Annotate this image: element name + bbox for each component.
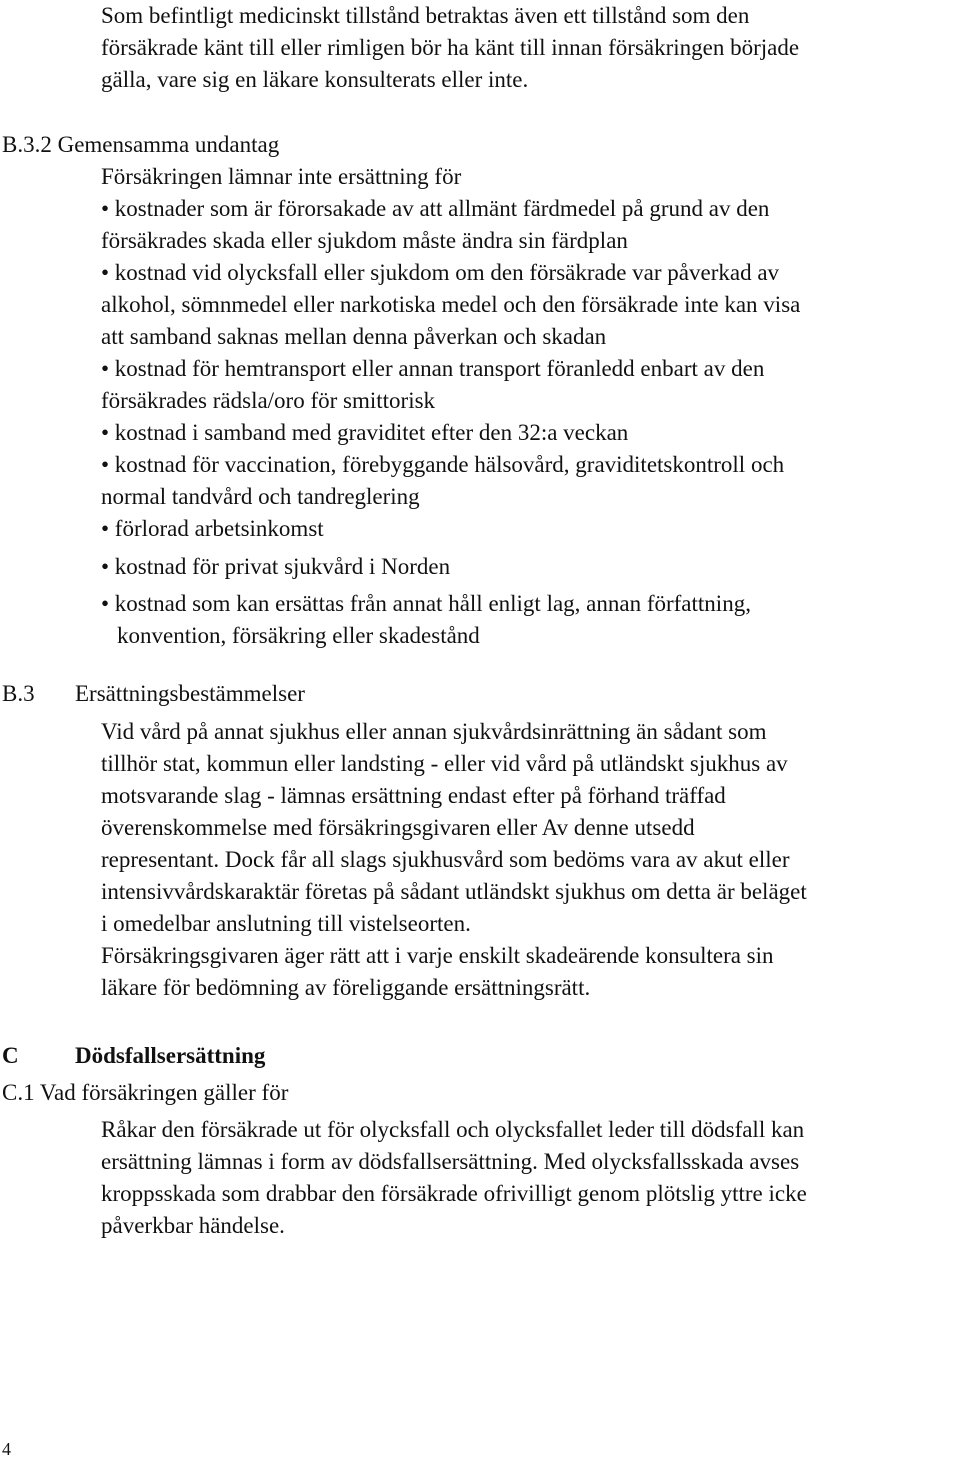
text-line: försäkrade känt till eller rimligen bör ha känt till innan försäkringen började — [101, 35, 800, 60]
exclusions-list — [101, 161, 800, 545]
sub-heading-c1: C.1 Vad försäkringen gäller för — [2, 1080, 289, 1105]
text-line: Som befintligt medicinskt tillstånd betraktas även ett tillstånd som den — [101, 3, 750, 28]
list-line: • kostnad i samband med graviditet efter den 32:a veckan — [101, 420, 629, 445]
text-line: Försäkringsgivaren äger rätt att i varje enskilt skadeärende konsultera sin — [101, 943, 774, 968]
section-number-b3: B.3 — [2, 681, 35, 706]
list-line: • kostnad för vaccination, förebyggande hälsovård, graviditetskontroll och — [101, 452, 785, 477]
list-line: • kostnad vid olycksfall eller sjukdom om den försäkrade var påverkad av — [101, 260, 780, 285]
text-line: ersättning lämnas i form av dödsfallsersättning. Med olycksfallsskada avses — [101, 1149, 800, 1174]
list-line: försäkrades skada eller sjukdom måste ändra sin färdplan — [101, 228, 628, 253]
text-line: Råkar den försäkrade ut för olycksfall och olycksfallet leder till dödsfall kan — [101, 1117, 805, 1142]
text-line: läkare för bedömning av föreliggande ersättningsrätt. — [101, 975, 591, 1000]
page-number: 4 — [2, 1439, 11, 1459]
list-line: normal tandvård och tandreglering — [101, 484, 420, 509]
b3-paragraph — [101, 716, 807, 1004]
text-line: representant. Dock får all slags sjukhusvård som bedöms vara av akut eller — [101, 847, 790, 872]
text-line: tillhör stat, kommun eller landsting - eller vid vård på utländskt sjukhus av — [101, 751, 788, 776]
list-line: • kostnad för hemtransport eller annan transport föranledd enbart av den — [101, 356, 765, 381]
text-line: påverkbar händelse. — [101, 1213, 285, 1238]
list-line-continuation: konvention, försäkring eller skadestånd — [117, 623, 480, 648]
list-line: • förlorad arbetsinkomst — [101, 516, 324, 541]
list-line: att samband saknas mellan denna påverkan och skadan — [101, 324, 607, 349]
text-line: gälla, vare sig en läkare konsulterats eller inte. — [101, 67, 529, 92]
text-line: intensivvårdskaraktär företas på sådant utländskt sjukhus om detta är beläget — [101, 879, 807, 904]
exclusions-lead: Försäkringen lämnar inte ersättning för — [101, 164, 462, 189]
list-line: • kostnader som är förorsakade av att allmänt färdmedel på grund av den — [101, 196, 770, 221]
list-line-privat-sjukvard: • kostnad för privat sjukvård i Norden — [101, 554, 451, 579]
section-letter-c: C — [2, 1043, 19, 1068]
list-line-annat-hall: • kostnad som kan ersättas från annat håll enligt lag, annan författning, — [101, 591, 751, 616]
text-line: i omedelbar anslutning till vistelseorten. — [101, 911, 471, 936]
section-title-c: Dödsfallsersättning — [75, 1043, 266, 1068]
c1-paragraph — [101, 1114, 807, 1242]
section-heading-b32: B.3.2 Gemensamma undantag — [2, 132, 280, 157]
text-line: överenskommelse med försäkringsgivaren eller Av denne utsedd — [101, 815, 695, 840]
text-line: kroppsskada som drabbar den försäkrade ofrivilligt genom plötslig yttre icke — [101, 1181, 807, 1206]
intro-paragraph — [101, 0, 799, 96]
text-line: Vid vård på annat sjukhus eller annan sjukvårdsinrättning än sådant som — [101, 719, 767, 744]
section-title-b3: Ersättningsbestämmelser — [75, 681, 305, 706]
list-line: försäkrades rädsla/oro för smittorisk — [101, 388, 436, 413]
text-line: motsvarande slag - lämnas ersättning endast efter på förhand träffad — [101, 783, 726, 808]
list-line: alkohol, sömnmedel eller narkotiska medel och den försäkrade inte kan visa — [101, 292, 801, 317]
